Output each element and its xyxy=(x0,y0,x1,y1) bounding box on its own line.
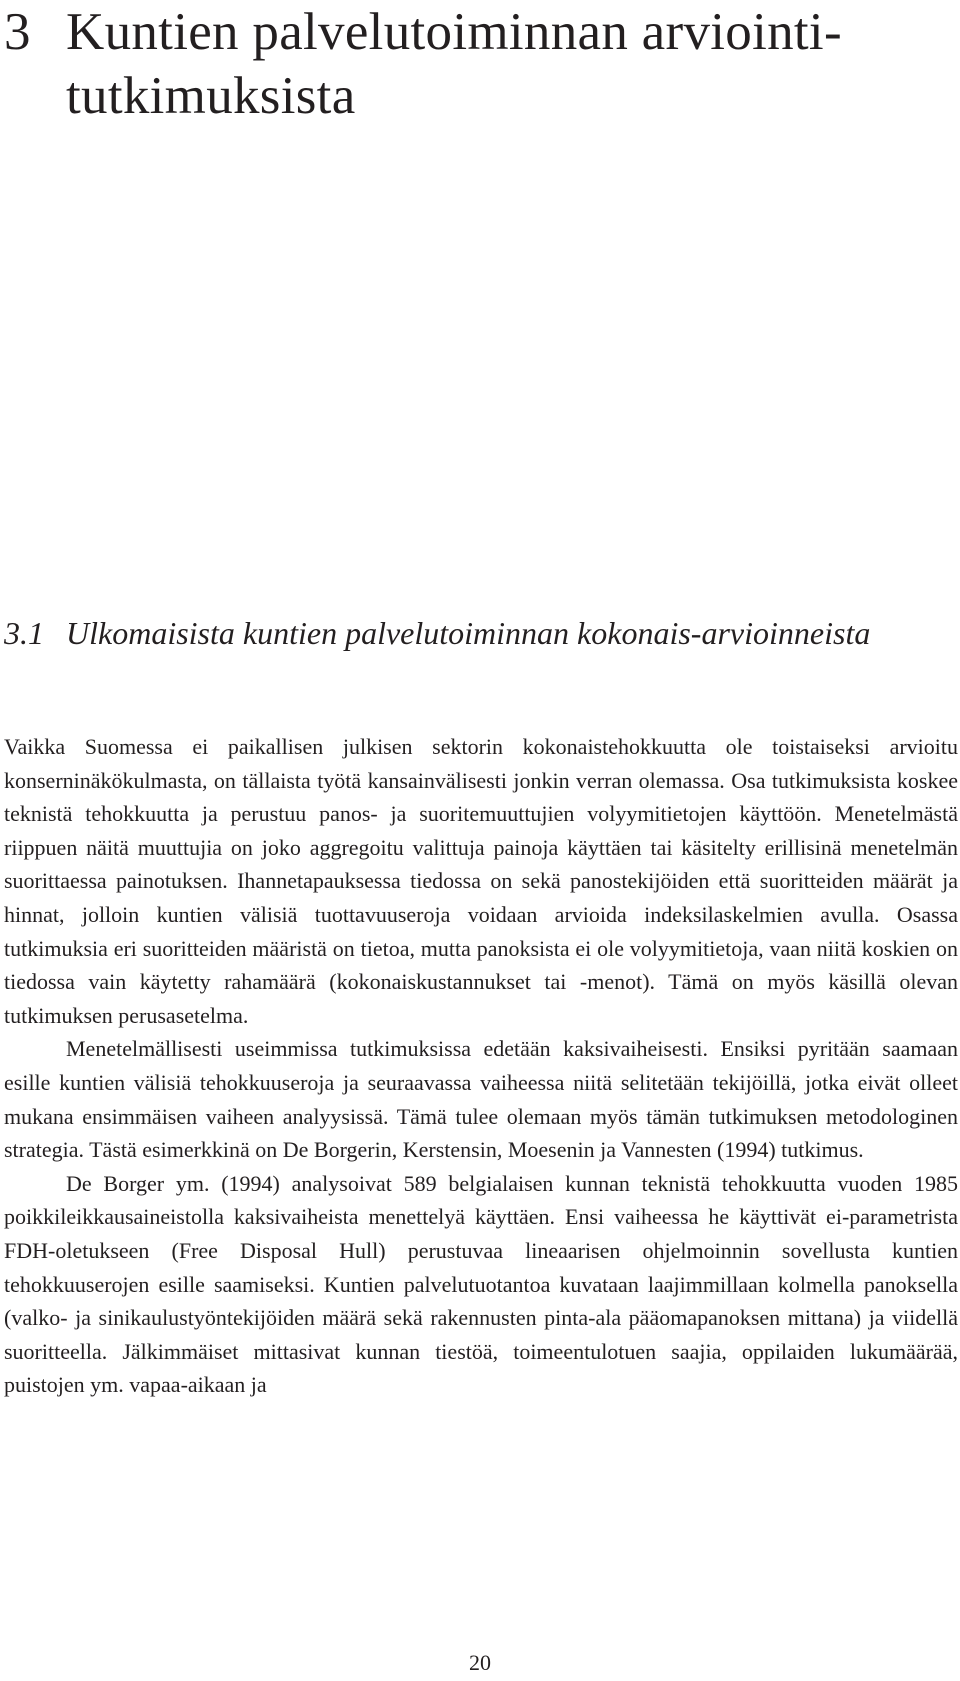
chapter-title: Kuntien palvelutoiminnan arviointi-tutkimuksista xyxy=(66,3,842,125)
body-text xyxy=(4,730,958,1402)
section-title: Ulkomaisista kuntien palvelutoiminnan kokonais-arvioinneista xyxy=(66,615,871,651)
chapter-heading xyxy=(4,0,944,128)
page-number: 20 xyxy=(469,1650,491,1675)
paragraph: De Borger ym. (1994) analysoivat 589 belgialaisen kunnan teknistä tehokkuutta vuoden 1985 poikkileikkausaineistolla kaksivaiheista menettelyä käyttäen. Ensi vaiheessa he käyttivät ei-parametrista FDH-oletukseen (Free Disposal Hull) perustuvaa lineaarisen ohjelmoinnin sovellusta kuntien tehokkuuserojen esille saamiseksi. Kuntien palvelutuotantoa kuvataan laajimmillaan kolmella panoksella (valko- ja sinikaulustyöntekijöiden määrä sekä rakennusten pinta-ala pääomapanoksen mittana) ja viidellä suoritteella. Jälkimmäiset mittasivat kunnan tiestöä, toimeentulotuen saajia, oppilaiden lukumäärää, puistojen ym. vapaa-aikaan ja xyxy=(4,1170,958,1398)
paragraph: Menetelmällisesti useimmissa tutkimuksissa edetään kaksivaiheisesti. Ensiksi pyritään saamaan esille kuntien välisiä tehokkuuseroja ja seuraavassa vaiheessa niitä selitetään tekijöillä, jotka eivät olleet mukana ensimmäisen vaiheen analyysissä. Tämä tulee olemaan myös tämän tutkimuksen metodologinen strategia. Tästä esimerkkinä on De Borgerin, Kerstensin, Moesenin ja Vannesten (1994) tutkimus. xyxy=(4,1036,958,1163)
chapter-number: 3 xyxy=(4,3,31,61)
section-number: 3.1 xyxy=(4,615,44,651)
section-heading xyxy=(4,612,944,654)
paragraph: Vaikka Suomessa ei paikallisen julkisen sektorin kokonaistehokkuutta ole toistaiseksi arvioitu konserninäkökulmasta, on tällaista työtä kansainvälisesti jonkin verran olemassa. Osa tutkimuksista koskee teknistä tehokkuutta ja perustuu panos- ja suoritemuuttujien volyymitietojen käyttöön. Menetelmästä riippuen näitä muuttujia on joko aggregoitu valittuja painoja käyttäen tai käsitelty erillisinä menetelmän suorittaessa painotuksen. Ihannetapauksessa tiedossa on sekä panostekijöiden että suoritteiden määrät ja hinnat, jolloin kuntien välisiä tuottavuuseroja voidaan arvioida indeksilaskelmien avulla. Osassa tutkimuksia eri suoritteiden määristä on tietoa, mutta panoksista ei ole volyymitietoja, vaan niitä koskien on tiedossa vain käytetty rahamäärä (kokonaiskustannukset tai -menot). Tämä on myös käsillä olevan tutkimuksen perusasetelma. xyxy=(4,734,958,1028)
